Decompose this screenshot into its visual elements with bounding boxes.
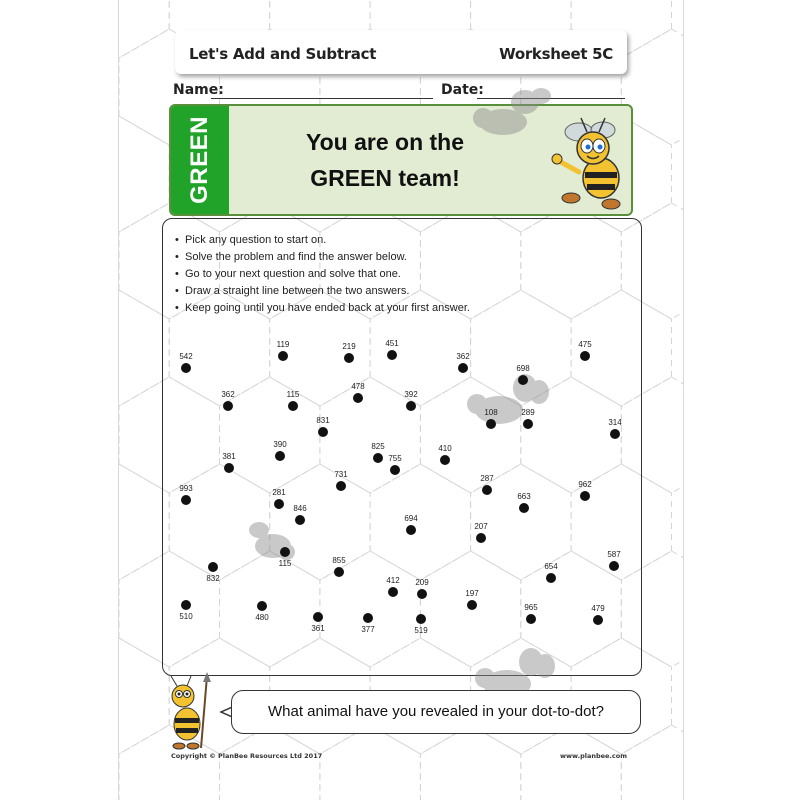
answer-dot-label: 361	[311, 624, 325, 633]
answer-dot-label: 846	[293, 504, 307, 513]
answer-dot[interactable]	[593, 615, 603, 625]
answer-dot-label: 287	[480, 474, 494, 483]
answer-dot-label: 410	[438, 444, 452, 453]
answer-dot-label: 381	[222, 452, 236, 461]
date-label: Date:	[441, 82, 484, 98]
answer-dot-label: 831	[316, 416, 330, 425]
team-message-line1: You are on the	[305, 129, 465, 155]
team-message-line2: GREEN team!	[310, 165, 460, 191]
team-banner	[169, 104, 633, 216]
answer-dot[interactable]	[278, 351, 288, 361]
header-bar	[175, 30, 627, 74]
answer-dot[interactable]	[416, 614, 426, 624]
answer-dot[interactable]	[406, 401, 416, 411]
instruction-item: • Draw a straight line between the two answers.	[175, 283, 470, 300]
website-link[interactable]: www.planbee.com	[560, 752, 627, 760]
answer-dot[interactable]	[387, 350, 397, 360]
answer-dot[interactable]	[318, 427, 328, 437]
answer-dot-label: 510	[179, 612, 193, 621]
answer-dot[interactable]	[526, 614, 536, 624]
answer-dot-label: 832	[206, 574, 220, 583]
answer-dot[interactable]	[274, 499, 284, 509]
answer-dot-label: 119	[276, 340, 290, 349]
bee-silhouette-icon	[469, 82, 555, 142]
answer-dot-label: 694	[404, 514, 418, 523]
answer-dot[interactable]	[518, 375, 528, 385]
instruction-item: • Keep going until you have ended back at your first answer.	[175, 300, 470, 317]
worksheet-page	[118, 0, 684, 800]
answer-dot[interactable]	[458, 363, 468, 373]
answer-dot[interactable]	[353, 393, 363, 403]
answer-dot-label: 542	[179, 352, 193, 361]
hexagon-cell	[521, 725, 622, 800]
answer-dot[interactable]	[388, 587, 398, 597]
answer-dot[interactable]	[181, 495, 191, 505]
answer-dot[interactable]	[363, 613, 373, 623]
answer-dot-label: 377	[361, 625, 375, 634]
answer-dot[interactable]	[224, 463, 234, 473]
name-label: Name:	[173, 82, 224, 98]
answer-dot[interactable]	[610, 429, 620, 439]
bee-soldier-icon	[159, 672, 221, 752]
answer-dot[interactable]	[280, 547, 290, 557]
answer-dot-label: 392	[404, 390, 418, 399]
answer-dot[interactable]	[334, 567, 344, 577]
bee-silhouette-icon	[463, 372, 553, 432]
answer-dot-label: 519	[414, 626, 428, 635]
answer-dot[interactable]	[546, 573, 556, 583]
answer-dot[interactable]	[523, 419, 533, 429]
hexagon-cell	[220, 725, 320, 800]
answer-dot[interactable]	[417, 589, 427, 599]
answer-dot[interactable]	[467, 600, 477, 610]
name-field-line[interactable]	[211, 98, 433, 99]
team-color-tab	[171, 106, 229, 214]
hexagon-cell	[621, 725, 683, 800]
answer-dot[interactable]	[313, 612, 323, 622]
answer-dot[interactable]	[482, 485, 492, 495]
answer-dot-label: 993	[179, 484, 193, 493]
answer-dot[interactable]	[344, 353, 354, 363]
instruction-item: • Pick any question to start on.	[175, 232, 470, 249]
answer-dot-label: 965	[524, 603, 538, 612]
answer-dot-label: 219	[342, 342, 356, 351]
answer-dot-label: 209	[415, 578, 429, 587]
answer-dot-label: 314	[608, 418, 622, 427]
answer-dot[interactable]	[406, 525, 416, 535]
hexagon-cell	[320, 725, 421, 800]
answer-dot-label: 362	[456, 352, 470, 361]
answer-dot[interactable]	[336, 481, 346, 491]
answer-dot[interactable]	[440, 455, 450, 465]
bee-mascot-icon	[549, 110, 629, 210]
answer-dot[interactable]	[208, 562, 218, 572]
answer-dot[interactable]	[288, 401, 298, 411]
answer-dot[interactable]	[390, 465, 400, 475]
answer-dot[interactable]	[609, 561, 619, 571]
answer-dot[interactable]	[275, 451, 285, 461]
worksheet-number: Worksheet 5C	[499, 45, 613, 63]
answer-dot-label: 654	[544, 562, 558, 571]
answer-dot-label: 115	[286, 390, 300, 399]
answer-dot-label: 115	[278, 559, 292, 568]
answer-dot-label: 289	[521, 408, 535, 417]
answer-dot-label: 281	[272, 488, 286, 497]
answer-dot-label: 479	[591, 604, 605, 613]
instruction-item: • Go to your next question and solve that one.	[175, 266, 470, 283]
answer-dot[interactable]	[223, 401, 233, 411]
answer-dot-label: 108	[484, 408, 498, 417]
hexagon-cell	[420, 725, 520, 800]
copyright-notice: Copyright © PlanBee Resources Ltd 2017	[171, 752, 323, 760]
answer-dot[interactable]	[519, 503, 529, 513]
reveal-question: What animal have you revealed in your dot-to-dot?	[267, 703, 605, 720]
answer-dot[interactable]	[295, 515, 305, 525]
answer-dot-label: 587	[607, 550, 621, 559]
answer-dot-label: 731	[334, 470, 348, 479]
answer-dot-label: 478	[351, 382, 365, 391]
answer-dot-label: 480	[255, 613, 269, 622]
team-tab-label: GREEN	[186, 116, 213, 204]
answer-dot-label: 825	[371, 442, 385, 451]
answer-dot[interactable]	[476, 533, 486, 543]
answer-dot-label: 962	[578, 480, 592, 489]
answer-dot[interactable]	[181, 600, 191, 610]
answer-dot[interactable]	[181, 363, 191, 373]
answer-dot-label: 855	[332, 556, 346, 565]
answer-dot-label: 207	[474, 522, 488, 531]
answer-dot[interactable]	[373, 453, 383, 463]
answer-dot[interactable]	[580, 351, 590, 361]
worksheet-title: Let's Add and Subtract	[189, 45, 377, 63]
answer-dot-label: 390	[273, 440, 287, 449]
answer-dot-label: 451	[385, 339, 399, 348]
instructions-list	[175, 232, 470, 317]
answer-dot[interactable]	[580, 491, 590, 501]
answer-dot-label: 197	[465, 589, 479, 598]
hexagon-cell	[119, 116, 169, 232]
answer-dot-label: 362	[221, 390, 235, 399]
answer-dot-label: 475	[578, 340, 592, 349]
answer-dot[interactable]	[486, 419, 496, 429]
answer-dot-label: 755	[388, 454, 402, 463]
answer-dot-label: 698	[516, 364, 530, 373]
answer-dot-label: 663	[517, 492, 531, 501]
question-bubble	[231, 690, 641, 734]
instruction-item: • Solve the problem and find the answer below.	[175, 249, 470, 266]
hexagon-cell	[119, 0, 169, 58]
answer-dot-label: 412	[386, 576, 400, 585]
answer-dot[interactable]	[257, 601, 267, 611]
